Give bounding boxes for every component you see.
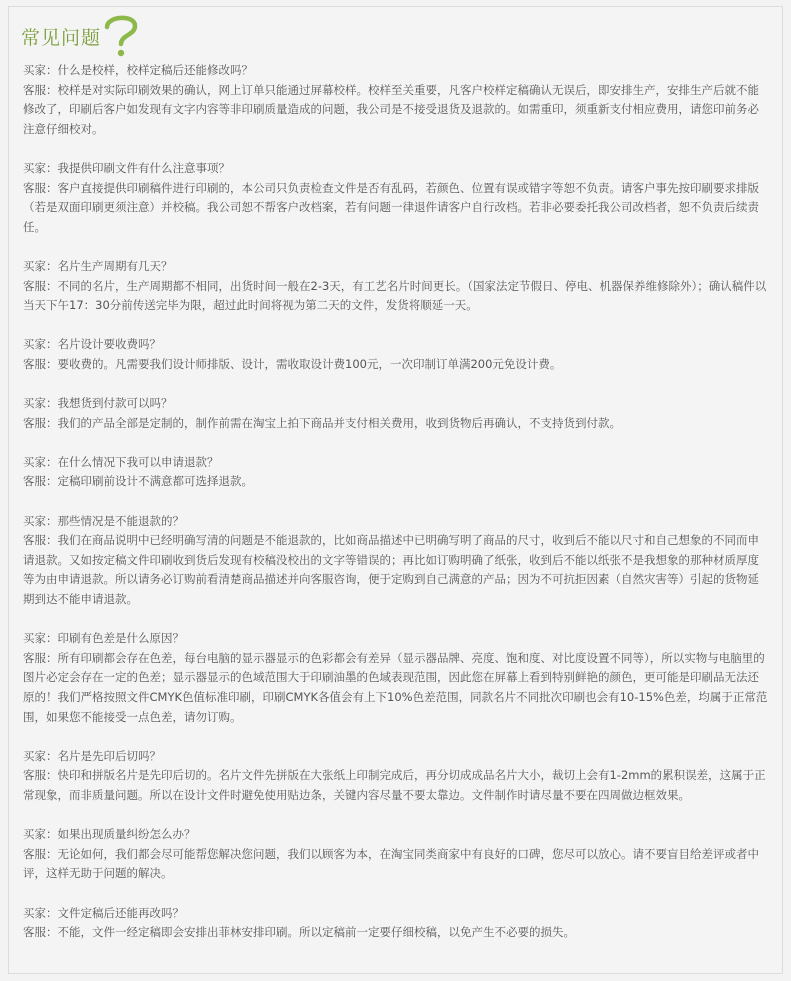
faq-question: 买家：文件定稿后还能再改吗？ <box>23 905 184 920</box>
faq-item <box>23 825 769 884</box>
faq-answer: 客服：无论如何，我们都会尽可能帮您解决您问题，我们以顾客为本，在淘宝同类商家中有良好的口碑，您尽可以放心。请不要盲目给差评或者中评，这样无助于问题的解决。 <box>23 846 759 881</box>
faq-question: 买家：我提供印刷文件有什么注意事项？ <box>23 160 230 175</box>
faq-item <box>23 159 769 237</box>
faq-answer: 客服：我们在商品说明中已经明确写清的问题是不能退款的，比如商品描述中已明确写明了商品的尺寸，收到后不能以尺寸和自己想象的不同而申请退款。又如按定稿文件印刷收到货后发现有校稿没校出的文字等错误的；再比如订购明确了纸张，收到后不能以纸张不是我想象的那种材质厚度等为由申请退款。所以请务必订购前看清楚商品描述并向客服咨询，便于定购到自己满意的产品；因为不可抗拒因素（自然灾害等）引起的货物延期到达不能申请退款。 <box>23 533 759 607</box>
faq-answer: 客服：快印和拼版名片是先印后切的。名片文件先拼版在大张纸上印制完成后，再分切成成品名片大小，裁切上会有1-2mm的累积误差，这属于正常现象，而非质量问题。所以在设计文件时避免使用贴边条，关键内容尽量不要太靠边。文件制作时请尽量不要在四周做边框效果。 <box>23 768 766 802</box>
faq-question: 买家：名片生产周期有几天？ <box>23 258 173 273</box>
faq-panel <box>8 6 783 974</box>
faq-question: 买家：名片是先印后切吗？ <box>23 748 161 763</box>
faq-answer: 客服：所有印刷都会存在色差，每台电脑的显示器显示的色彩都会有差异（显示器品牌、亮度、饱和度、对比度设置不同等），所以实物与电脑里的图片必定会存在一定的色差；显示器显示的色域范围大于印刷油墨的色域表现范围，因此您在屏幕上看到特别鲜艳的颜色，更可能是印刷品无法还原的！我们严格按照文件CMYK色值标准印刷，印刷CMYK各值会有上下10%色差范围，同款名片不同批次印刷也会有10-15%色差，均属于正常范围，如果您不能接受一点色差，请勿订购。 <box>23 650 768 724</box>
page-title: 常见问题 <box>21 27 102 49</box>
faq-answer: 客服：校样是对实际印刷效果的确认，网上订单只能通过屏幕校样。校样至关重要，凡客户校样定稿确认无误后，即安排生产，安排生产后就不能修改了，印刷后客户如发现有文字内容等非印刷质量造成的问题，我公司是不接受退货及退款的。如需重印，须重新支付相应费用，请您印前务必注意仔细校对。 <box>23 82 759 136</box>
faq-question: 买家：印刷有色差是什么原因？ <box>23 631 184 646</box>
faq-answer: 客服：不能，文件一经定稿即会安排出菲林安排印刷。所以定稿前一定要仔细校稿，以免产生不必要的损失。 <box>23 925 575 940</box>
faq-answer: 客服：客户直接提供印刷稿件进行印刷的，本公司只负责检查文件是否有乱码，若颜色、位置有误或错字等恕不负责。请客户事先按印刷要求排版（若是双面印刷更须注意）并校稿。我公司恕不帮客户改档案，若有问题一律退件请客户自行改档。若非必要委托我公司改档者，恕不负责后续责任。 <box>23 180 759 234</box>
faq-question: 买家：什么是校样，校样定稿后还能修改吗？ <box>23 63 253 77</box>
faq-answer: 客服：不同的名片，生产周期都不相同，出货时间一般在2-3天，有工艺名片时间更长。（国家法定节假日、停电、机器保养维修除外）；确认稿件以当天下午17：30分前传送完毕为限，超过此时间将视为第二天的文件，发货将顺延一天。 <box>23 278 767 313</box>
faq-question: 买家：如果出现质量纠纷怎么办？ <box>23 827 196 842</box>
faq-item <box>23 629 769 727</box>
faq-item <box>23 904 769 943</box>
faq-question: 买家：名片设计要收费吗？ <box>23 337 161 352</box>
faq-question: 买家：那些情况是不能退款的？ <box>23 513 184 528</box>
faq-list <box>23 61 769 962</box>
faq-header <box>21 11 321 59</box>
faq-item <box>23 394 769 433</box>
faq-item <box>23 512 769 610</box>
faq-question: 买家：在什么情况下我可以申请退款？ <box>23 454 219 469</box>
faq-item <box>23 453 769 492</box>
faq-item <box>23 335 769 374</box>
faq-item <box>23 747 769 806</box>
faq-answer: 客服：我们的产品全部是定制的，制作前需在淘宝上拍下商品并支付相关费用，收到货物后再确认，不支持货到付款。 <box>23 415 621 430</box>
faq-answer: 客服：要收费的。凡需要我们设计师排版、设计，需收取设计费100元，一次印制订单满200元免设计费。 <box>23 356 562 371</box>
faq-item <box>23 61 769 139</box>
faq-question: 买家：我想货到付款可以吗？ <box>23 396 173 411</box>
question-mark-icon <box>101 11 141 59</box>
faq-answer: 客服：定稿印刷前设计不满意都可选择退款。 <box>23 474 253 489</box>
faq-item <box>23 257 769 316</box>
